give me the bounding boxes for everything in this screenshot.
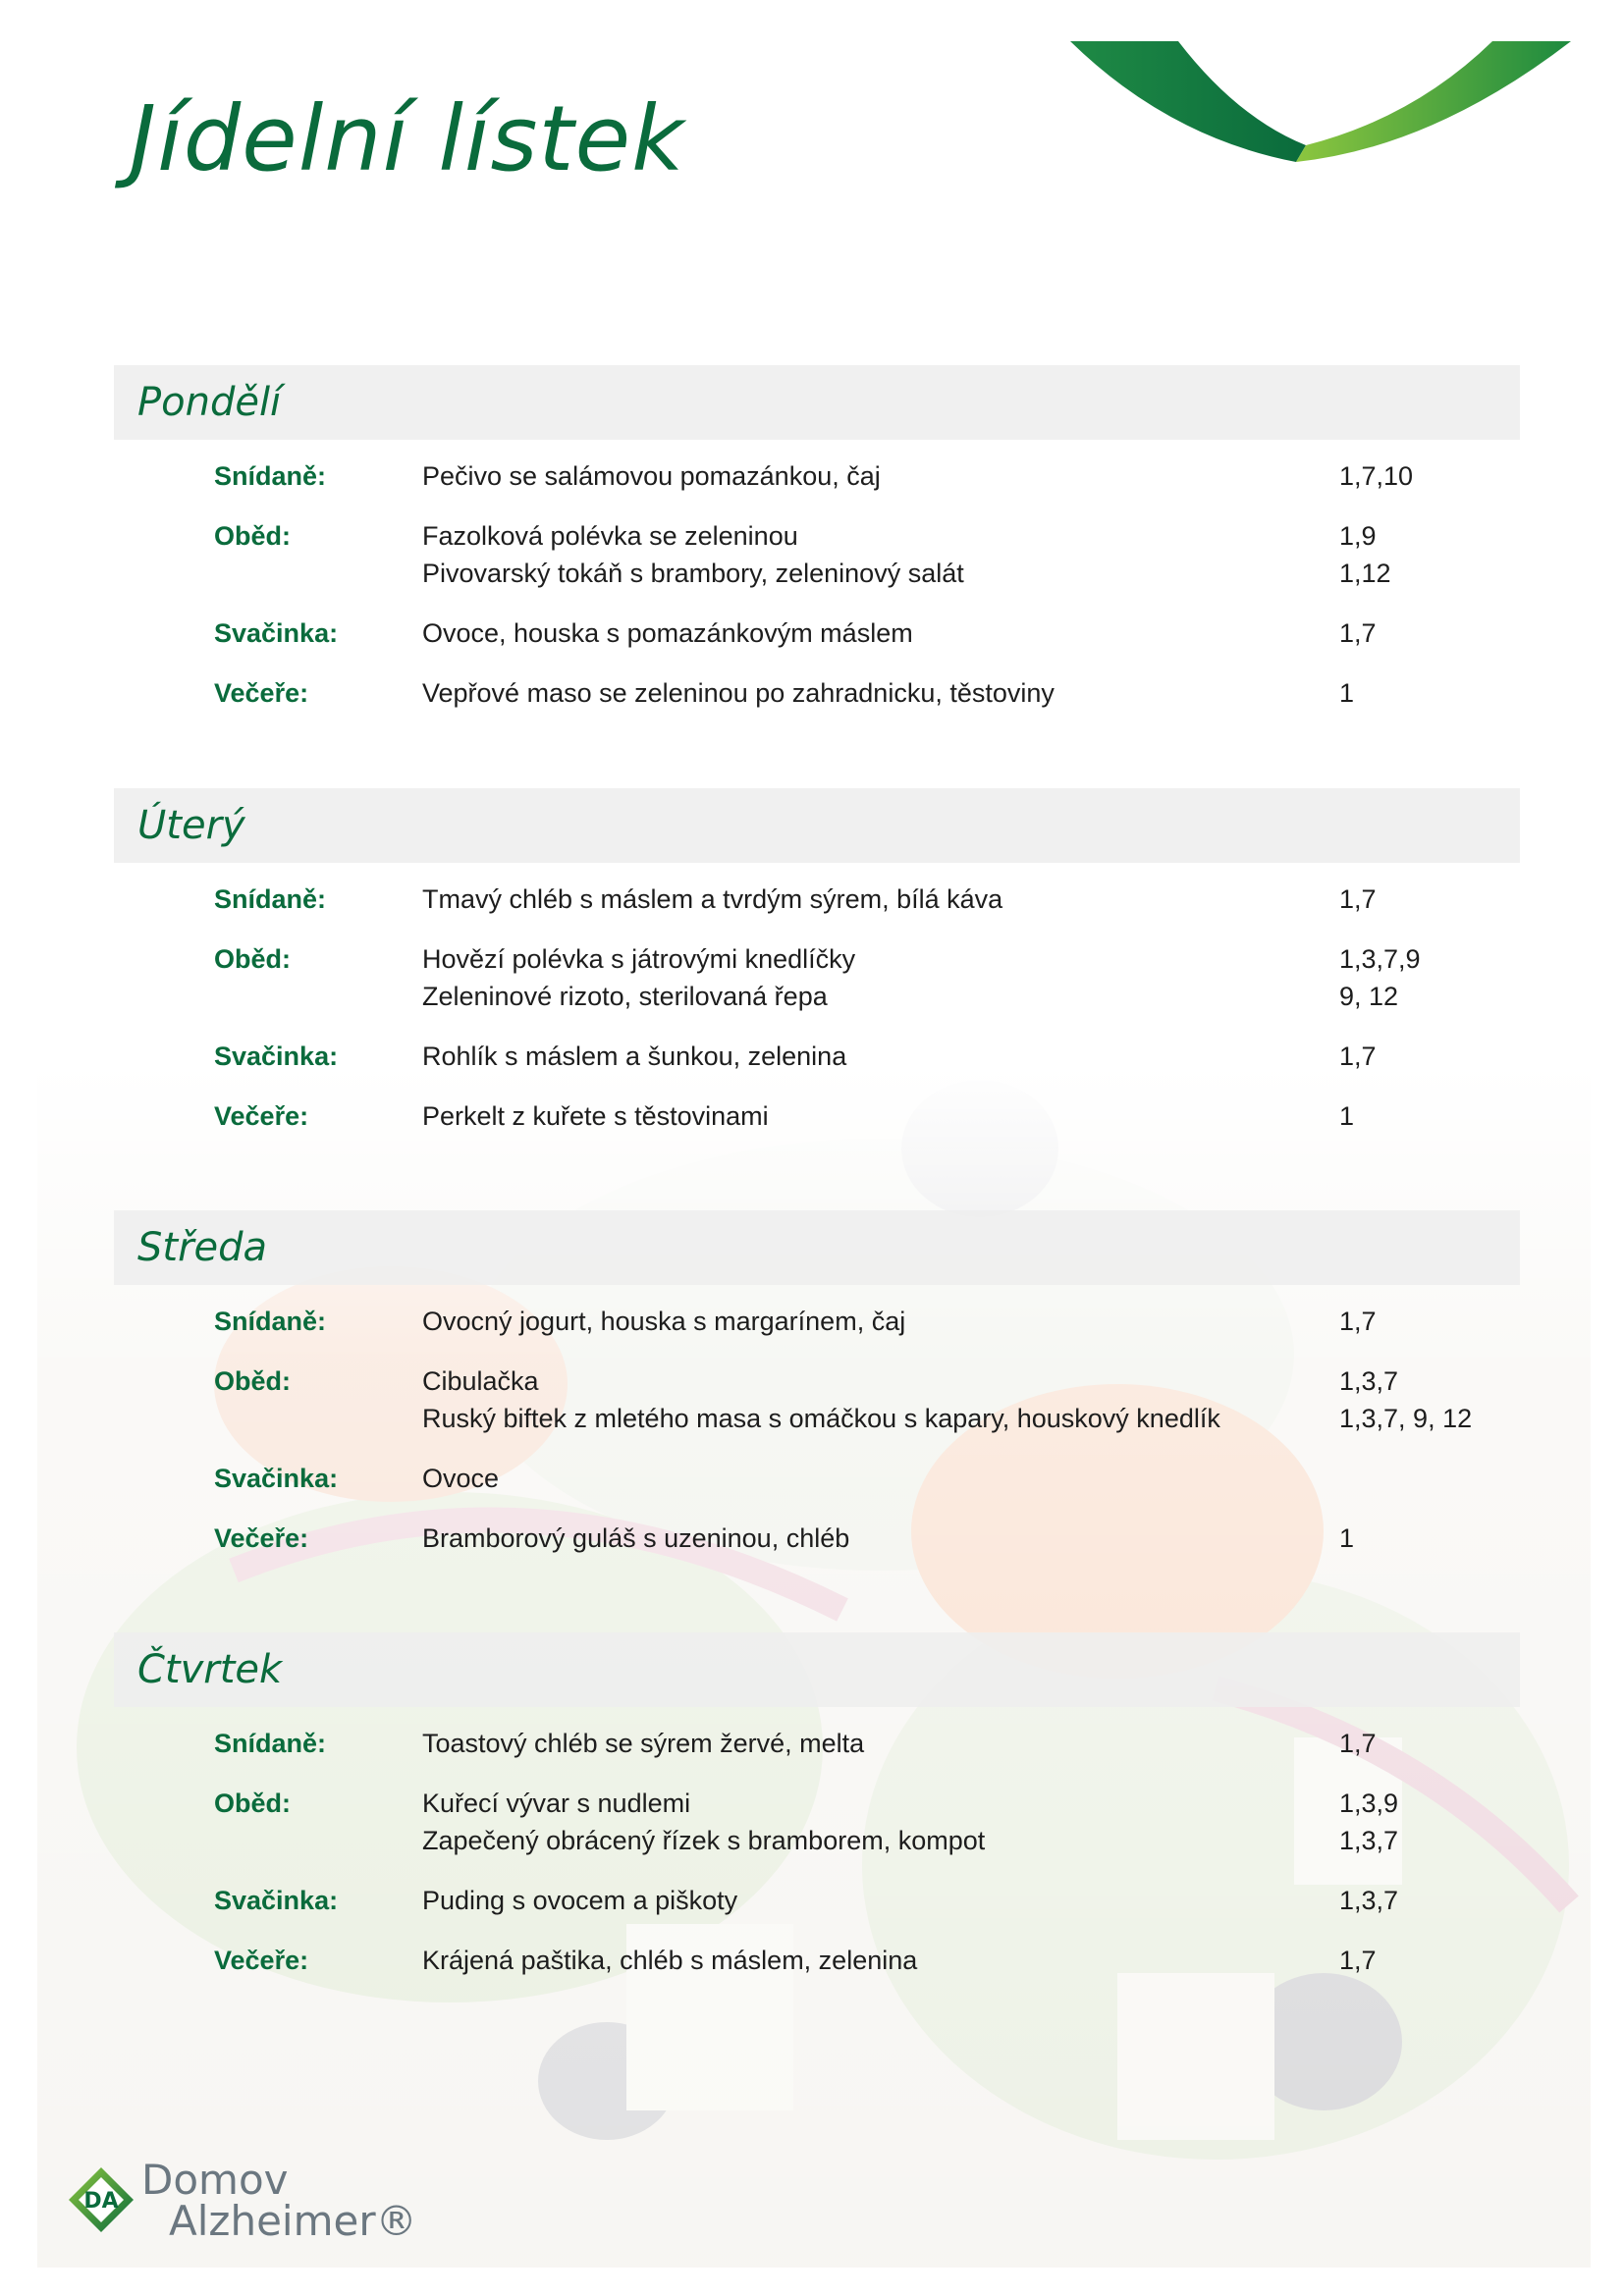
day-section bbox=[114, 365, 1520, 734]
meal-label: Večeře: bbox=[214, 1101, 309, 1131]
meal-row bbox=[114, 674, 1520, 712]
day-section bbox=[114, 1632, 1520, 2002]
allergen-codes: 1,7 bbox=[1339, 884, 1377, 914]
meal-label: Snídaně: bbox=[214, 884, 327, 914]
meal-label: Oběd: bbox=[214, 944, 291, 974]
meal-label: Oběd: bbox=[214, 1789, 291, 1818]
dish-text: Rohlík s máslem a šunkou, zelenina bbox=[422, 1041, 847, 1071]
dish-text: Vepřové maso se zeleninou po zahradnicku, těstoviny bbox=[422, 678, 1055, 708]
meal-row bbox=[114, 1520, 1520, 1557]
dish-text: Kuřecí vývar s nudlemi bbox=[422, 1789, 691, 1818]
meal-label: Snídaně: bbox=[214, 461, 327, 491]
meal-label: Večeře: bbox=[214, 1523, 309, 1553]
meal-row bbox=[114, 457, 1520, 495]
day-title: Úterý bbox=[114, 788, 1520, 863]
day-section bbox=[114, 788, 1520, 1157]
allergen-codes: 1,7,10 bbox=[1339, 461, 1414, 491]
allergen-codes: 1,12 bbox=[1339, 559, 1391, 588]
dish-text: Zeleninové rizoto, sterilovaná řepa bbox=[422, 982, 828, 1011]
meal-label: Snídaně: bbox=[214, 1729, 327, 1758]
meal-row bbox=[114, 1303, 1520, 1340]
dish-text: Ovoce bbox=[422, 1464, 500, 1493]
meal-row bbox=[114, 1038, 1520, 1075]
dish-text: Krájená paštika, chléb s máslem, zelenina bbox=[422, 1946, 918, 1975]
allergen-codes: 1,9 bbox=[1339, 521, 1377, 551]
dish-text: Ruský biftek z mletého masa s omáčkou s kapary, houskový knedlík bbox=[422, 1404, 1220, 1433]
dish-text: Cibulačka bbox=[422, 1366, 539, 1396]
allergen-codes: 1,3,7 bbox=[1339, 1366, 1399, 1396]
dish-text: Bramborový guláš s uzeninou, chléb bbox=[422, 1523, 850, 1553]
meal-label: Svačinka: bbox=[214, 1464, 339, 1493]
allergen-codes: 1,3,7 bbox=[1339, 1886, 1399, 1915]
allergen-codes: 1,3,7, 9, 12 bbox=[1339, 1404, 1473, 1433]
allergen-codes: 1,3,9 bbox=[1339, 1789, 1399, 1818]
meal-row bbox=[114, 940, 1520, 1015]
meal-label: Večeře: bbox=[214, 678, 309, 708]
meal-row bbox=[114, 1942, 1520, 1979]
domov-alzheimer-logo bbox=[65, 2156, 417, 2256]
dish-text: Ovoce, houska s pomazánkovým máslem bbox=[422, 618, 913, 648]
day-title: Čtvrtek bbox=[114, 1632, 1520, 1707]
meal-label: Svačinka: bbox=[214, 1886, 339, 1915]
logo-text-alzheimer: Alzheimer® bbox=[169, 2197, 417, 2245]
meal-row bbox=[114, 1882, 1520, 1919]
meal-row bbox=[114, 614, 1520, 652]
meal-label: Oběd: bbox=[214, 521, 291, 551]
dish-text: Perkelt z kuřete s těstovinami bbox=[422, 1101, 769, 1131]
allergen-codes: 1 bbox=[1339, 1523, 1355, 1553]
meal-row bbox=[114, 1362, 1520, 1437]
meal-row bbox=[114, 1725, 1520, 1762]
da-monogram-icon bbox=[65, 2163, 137, 2236]
meal-row bbox=[114, 517, 1520, 592]
day-title: Pondělí bbox=[114, 365, 1520, 440]
dish-text: Pivovarský tokáň s brambory, zeleninový salát bbox=[422, 559, 964, 588]
day-title: Středa bbox=[114, 1210, 1520, 1285]
allergen-codes: 1 bbox=[1339, 1101, 1355, 1131]
dish-text: Tmavý chléb s máslem a tvrdým sýrem, bílá káva bbox=[422, 884, 1003, 914]
meal-list bbox=[114, 863, 1520, 1135]
meal-row bbox=[114, 1460, 1520, 1497]
dish-text: Ovocný jogurt, houska s margarínem, čaj bbox=[422, 1307, 906, 1336]
meal-row bbox=[114, 1785, 1520, 1859]
allergen-codes: 1,3,7 bbox=[1339, 1826, 1399, 1855]
allergen-codes: 1,7 bbox=[1339, 1946, 1377, 1975]
logo-text-domov: Domov bbox=[141, 2156, 289, 2204]
dish-text: Toastový chléb se sýrem žervé, melta bbox=[422, 1729, 865, 1758]
meal-label: Oběd: bbox=[214, 1366, 291, 1396]
meal-label: Snídaně: bbox=[214, 1307, 327, 1336]
dish-text: Pečivo se salámovou pomazánkou, čaj bbox=[422, 461, 881, 491]
dish-text: Zapečený obrácený řízek s bramborem, kompot bbox=[422, 1826, 986, 1855]
allergen-codes: 1,3,7,9 bbox=[1339, 944, 1421, 974]
meal-label: Večeře: bbox=[214, 1946, 309, 1975]
allergen-codes: 1,7 bbox=[1339, 618, 1377, 648]
decorative-swoosh bbox=[1060, 29, 1591, 177]
meal-label: Svačinka: bbox=[214, 1041, 339, 1071]
dish-text: Fazolková polévka se zeleninou bbox=[422, 521, 798, 551]
meal-list bbox=[114, 1285, 1520, 1557]
meal-row bbox=[114, 1097, 1520, 1135]
allergen-codes: 1,7 bbox=[1339, 1729, 1377, 1758]
page-title: Jídelní lístek bbox=[130, 86, 685, 191]
day-section bbox=[114, 1210, 1520, 1579]
meal-row bbox=[114, 881, 1520, 918]
allergen-codes: 1,7 bbox=[1339, 1041, 1377, 1071]
logo-monogram: DA bbox=[83, 2189, 119, 2214]
allergen-codes: 1,7 bbox=[1339, 1307, 1377, 1336]
meal-list bbox=[114, 440, 1520, 712]
allergen-codes: 1 bbox=[1339, 678, 1355, 708]
dish-text: Hovězí polévka s játrovými knedlíčky bbox=[422, 944, 856, 974]
dish-text: Puding s ovocem a piškoty bbox=[422, 1886, 738, 1915]
meal-list bbox=[114, 1707, 1520, 1979]
allergen-codes: 9, 12 bbox=[1339, 982, 1399, 1011]
meal-label: Svačinka: bbox=[214, 618, 339, 648]
